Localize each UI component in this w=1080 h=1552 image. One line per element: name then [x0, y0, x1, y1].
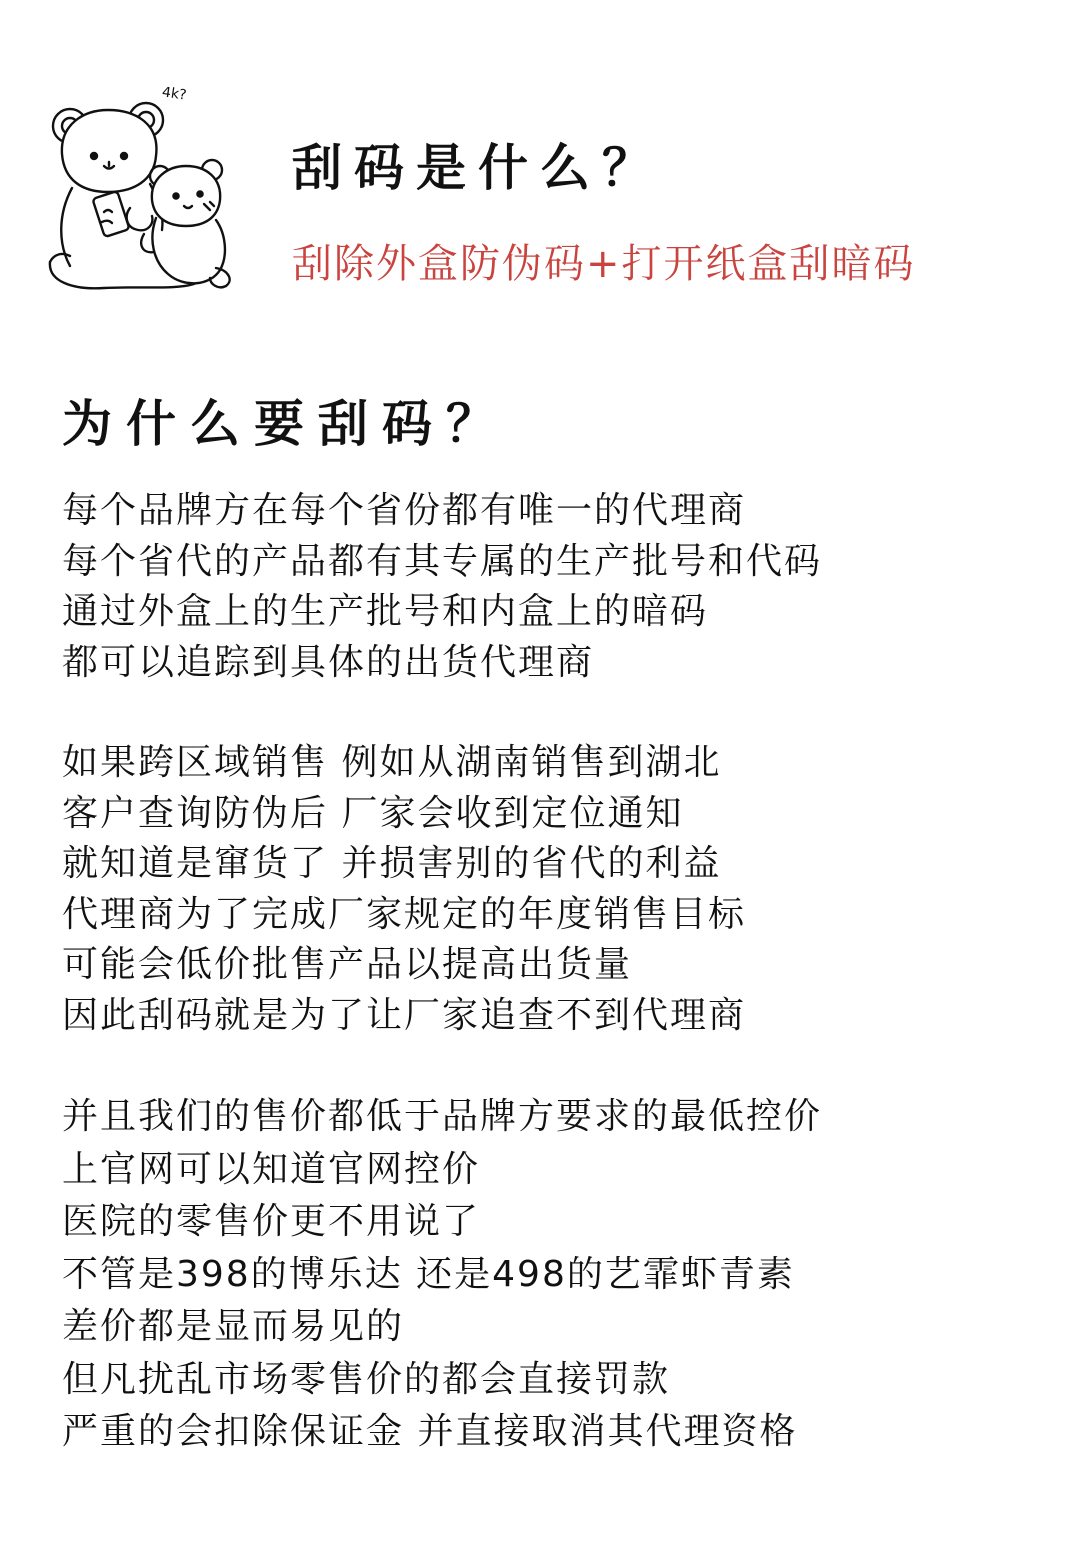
- text-line: 就知道是窜货了 并损害别的省代的利益: [62, 843, 722, 884]
- text-line: 并且我们的售价都低于品牌方要求的最低控价: [62, 1096, 823, 1137]
- section-heading: 为什么要刮码？: [62, 395, 510, 453]
- text-line: 代理商为了完成厂家规定的年度销售目标: [62, 893, 747, 935]
- text-line: 但凡扰乱市场零售价的都会直接罚款: [62, 1358, 671, 1400]
- text-line: 严重的会扣除保证金 并直接取消其代理资格: [62, 1411, 798, 1452]
- text-line: 都可以追踪到具体的出货代理商: [62, 641, 595, 683]
- text-line: 不管是398的博乐达 还是498的艺霏虾青素: [62, 1253, 795, 1295]
- page-title: 刮码是什么？: [292, 139, 664, 197]
- bear-illustration-icon: [44, 84, 244, 294]
- text-line: 差价都是显而易见的: [62, 1306, 405, 1347]
- article-body: [62, 486, 1042, 1459]
- page-subtitle: 刮除外盒防伪码+打开纸盒刮暗码: [292, 241, 916, 287]
- thought-bubble-text: 4k?: [161, 84, 188, 104]
- text-line: 通过外盒上的生产批号和内盒上的暗码: [62, 591, 709, 632]
- text-line: 客户查询防伪后 厂家会收到定位通知: [62, 792, 684, 834]
- paragraph: [62, 486, 1042, 688]
- text-line: 上官网可以知道官网控价: [62, 1148, 481, 1190]
- text-line: 每个省代的产品都有其专属的生产批号和代码: [62, 540, 823, 582]
- text-line: 如果跨区域销售 例如从湖南销售到湖北: [62, 742, 722, 783]
- paragraph: [62, 1091, 1042, 1459]
- text-line: 可能会低价批售产品以提高出货量: [62, 944, 633, 985]
- text-line: 医院的零售价更不用说了: [62, 1201, 481, 1242]
- header: [0, 0, 1080, 330]
- paragraph: [62, 738, 1042, 1041]
- text-line: 因此刮码就是为了让厂家追查不到代理商: [62, 994, 747, 1036]
- text-line: 每个品牌方在每个省份都有唯一的代理商: [62, 490, 747, 531]
